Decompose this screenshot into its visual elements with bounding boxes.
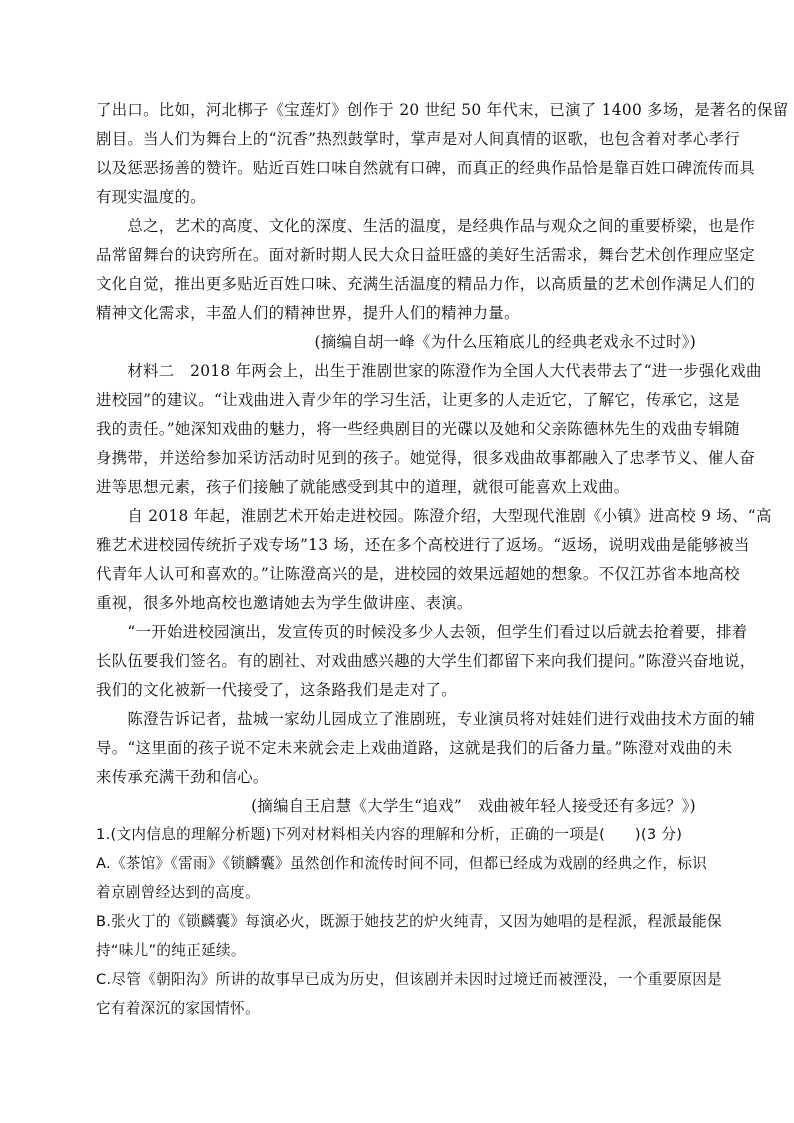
material2-line: “一开始进校园演出，发宣传页的时候没多少人去领，但学生们看过以后就去抢着要，排着 [96, 623, 748, 641]
passage-line: 总之，艺术的高度、文化的深度、生活的温度，是经典作品与观众之间的重要桥梁，也是作 [96, 217, 756, 235]
passage-line: 文化自觉，推出更多贴近百姓口味、充满生活温度的精品力作，以高质量的艺术创作满足人们的 [96, 275, 756, 293]
question-stem: 1.(文内信息的理解分析题)下列对材料相关内容的理解和分析，正确的一项是( )(3 分) [96, 826, 683, 843]
source-citation: (摘编自胡一峰《为什么压箱底儿的经典老戏永不过时》) [314, 333, 696, 351]
material2-line: 代青年人认可和喜欢的。”让陈澄高兴的是，进校园的效果远超她的想象。不仅江苏省本地高校 [96, 565, 740, 583]
material2-line: 长队伍要我们签名。有的剧社、对戏曲感兴趣的大学生们都留下来向我们提问。”陈澄兴奋地说， [96, 652, 756, 670]
passage-line: 以及惩恶扬善的赞许。贴近百姓口味自然就有口碑，而真正的经典作品恰是靠百姓口碑流传而具 [96, 159, 756, 177]
material2-line: 身携带，并送给参加采访活动时见到的孩子。她觉得，很多戏曲故事都融入了忠孝节义、催人奋 [96, 449, 756, 467]
material2-line: 自 2018 年起，淮剧艺术开始走进校园。陈澄介绍，大型现代淮剧《小镇》进高校 9 场、“高 [96, 507, 772, 525]
material2-line: 进等思想元素，孩子们接触了就能感受到其中的道理，就很可能喜欢上戏曲。 [96, 478, 630, 496]
material2-line: 导。“这里面的孩子说不定未来就会走上戏曲道路，这就是我们的后备力量。”陈澄对戏曲的未 [96, 739, 733, 757]
option-a: A.《茶馆》《雷雨》《锁麟囊》虽然创作和流传时间不同，但都已经成为戏剧的经典之作，标识 [96, 855, 708, 872]
passage-line: 精神文化需求，丰盈人们的精神世界，提升人们的精神力量。 [96, 304, 520, 322]
source-citation: (摘编自王启慧《大学生“追戏” 戏曲被年轻人接受还有多远？》) [251, 797, 696, 815]
option-c: C.尽管《朝阳沟》所讲的故事早已成为历史，但该剧并未因时过境迁而被湮没，一个重要原因是 [96, 971, 723, 988]
option-a-cont: 着京剧曾经达到的高度。 [96, 884, 260, 901]
passage-line: 了出口。比如，河北梆子《宝莲灯》创作于 20 世纪 50 年代末，已演了 1400 多场，是著名的保留 [96, 101, 789, 119]
passage-line: 品常留舞台的诀窍所在。面对新时期人民大众日益旺盛的美好生活需求，舞台艺术创作理应坚定 [96, 246, 756, 264]
material2-line: 我的责任。”她深知戏曲的魅力，将一些经典剧目的光碟以及她和父亲陈德林先生的戏曲专辑随 [96, 420, 740, 438]
material2-line: 材料二 2018 年两会上，出生于淮剧世家的陈澄作为全国人大代表带去了“进一步强化戏曲 [96, 362, 762, 380]
material2-line: 我们的文化被新一代接受了，这条路我们是走对了。 [96, 681, 457, 699]
option-c-cont: 它有着深沉的家国情怀。 [96, 1000, 260, 1017]
passage-line: 有现实温度的。 [96, 188, 206, 206]
material2-line: 重视，很多外地高校也邀请她去为学生做讲座、表演。 [96, 594, 473, 612]
material2-line: 进校园”的建议。“让戏曲进入青少年的学习生活，让更多的人走近它，了解它，传承它，这是 [96, 391, 740, 409]
option-b: B.张火丁的《锁麟囊》每演必火，既源于她技艺的炉火纯青，又因为她唱的是程派，程派最能保 [96, 913, 722, 930]
material2-line: 雅艺术进校园传统折子戏专场”13 场，还在多个高校进行了返场。“返场，说明戏曲是能够被当 [96, 536, 750, 554]
option-b-cont: 持“味儿”的纯正延续。 [96, 942, 246, 959]
passage-line: 剧目。当人们为舞台上的“沉香”热烈鼓掌时，掌声是对人间真情的讴歌，也包含着对孝心孝行 [96, 130, 740, 148]
material2-line: 陈澄告诉记者，盐城一家幼儿园成立了淮剧班，专业演员将对娃娃们进行戏曲技术方面的辅 [96, 710, 756, 728]
material2-line: 来传承充满干劲和信心。 [96, 768, 269, 786]
